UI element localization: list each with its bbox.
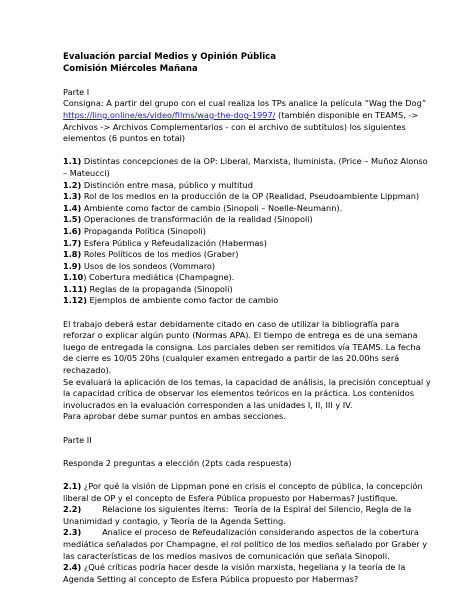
list-item: 1.6) Propaganda Política (Sinopoli) <box>63 225 206 236</box>
approval-paragraph: Para aprobar debe sumar puntos en ambas secciones. <box>63 411 286 422</box>
list-item: 1.10) Cobertura mediática (Champagne). <box>63 272 235 283</box>
list-item: 1.12) Ejemplos de ambiente como factor de cambio <box>63 295 279 306</box>
part2-heading: Parte II <box>63 434 92 445</box>
question-item: 2.1) ¿Por qué la visión de Lippman pone en crisis el concepto de pública, la concepción liberal de OP y el concepto de Esfera Pública propuesto por Habermas? Justifique. <box>63 480 423 503</box>
list-item: 1.3) Rol de los medios en la producción de la OP (Realidad, Pseudoambiente Lippman) <box>63 191 420 202</box>
film-link[interactable]: https://ling.online/es/video/films/wag-the-dog-1997/ <box>63 109 276 120</box>
list-item: 1.5) Operaciones de transformación de la realidad (Sinopoli) <box>63 214 313 225</box>
list-item: 1.7) Esfera Pública y Refeudalización (Habermas) <box>63 237 267 248</box>
document-body <box>63 52 431 585</box>
document-title <box>63 52 431 75</box>
instructions-paragraph: El trabajo deberá estar debidamente citado en caso de utilizar la bibliografía para reforzar o explicar algún punto (Normas APA). El tiempo de entrega es de una semana luego de entregada la consigna. Los parciales deben ser remitidos vía TEAMS. La fecha de cierre es 10/05 20hs (cualquier examen entregado a partir de las 20.00hs será rechazado). <box>63 318 421 376</box>
items-list <box>63 156 431 307</box>
questions-list <box>63 481 431 585</box>
list-item: 1.11) Reglas de la propaganda (Sinopoli) <box>63 283 233 294</box>
consigna-pre: Consigna: A partir del grupo con el cual realiza los TPs analice la película “Wag the Dog” <box>63 98 427 109</box>
part2-instruction: Responda 2 preguntas a elección (2pts cada respuesta) <box>63 457 292 468</box>
title-line: Evaluación parcial Medios y Opinión Pública <box>63 52 277 62</box>
question-item: 2.3) Analice el proceso de Refeudalización considerando aspectos de la cobertura mediática señalados por Champagne, el rol político de los medios señalado por Graber y las características de los medios masivos de comunicación que señala Sinopoli. <box>63 527 430 561</box>
list-item: 1.9) Usos de los sondeos (Vommaro) <box>63 260 216 271</box>
part1-heading: Parte I <box>63 86 90 97</box>
question-item: 2.2) Relacione los siguientes ítems: Teoría de la Espiral del Silencio, Regla de la Unanimidad y contagio, y Teoría de la Agenda Setting. <box>63 504 414 526</box>
evaluation-paragraph: Se evaluará la aplicación de los temas, la capacidad de análisis, la precisión conceptual y la capacidad crítica de observar los elementos teóricos en la práctica. Los contenidos involucrados en la evaluación corresponden a las unidades I, II, III y IV. <box>63 376 431 410</box>
question-item: 2.4) ¿Qué críticas podría hacer desde la visión marxista, hegeliana y la teoría de la Agenda Setting al concepto de Esfera Pública propuesto por Habermas? <box>63 562 406 584</box>
consigna-paragraph <box>63 98 431 144</box>
list-item: 1.4) Ambiente como factor de cambio (Sinopoli – Noelle-Neumann). <box>63 202 343 213</box>
subtitle-line: Comisión Miércoles Mañana <box>63 63 198 74</box>
consigna-post: (también disponible en TEAMS, -> Archivos -> Archivos Complementarios - con el archivo de subtítulos) los siguientes elementos (6 puntos en total) <box>63 109 419 144</box>
list-item: 1.1) Distintas concepciones de la OP: Liberal, Marxista, Iluminista. (Price – Muñoz Alonso – Mateucci) <box>63 156 428 178</box>
list-item: 1.8) Roles Políticos de los medios (Graber) <box>63 249 239 260</box>
list-item: 1.2) Distinción entre masa, público y multitud <box>63 179 253 190</box>
